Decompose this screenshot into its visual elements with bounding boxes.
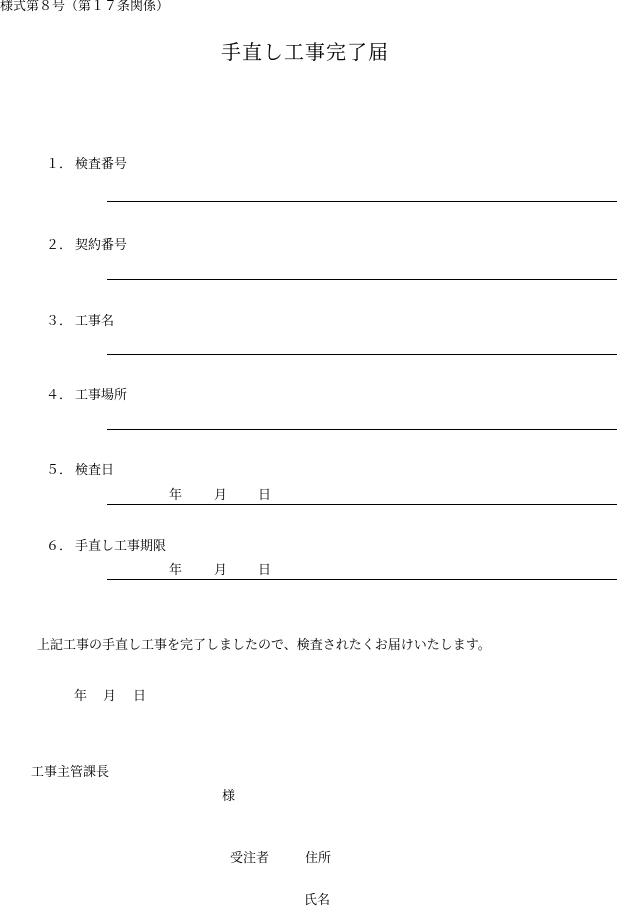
item-label-contract-number: 契約番号 — [75, 238, 128, 253]
repair-deadline-month: 月 — [214, 563, 228, 578]
honorific: 様 — [222, 789, 236, 804]
document-title: 手直し工事完了届 — [221, 40, 389, 64]
contractor-role: 受注者 — [230, 851, 270, 866]
repair-deadline-year: 年 — [169, 563, 183, 578]
submit-date-month: 月 — [103, 689, 117, 704]
work-name-line[interactable] — [107, 354, 617, 355]
repair-deadline-line[interactable] — [107, 579, 617, 580]
item-number-3: ３． — [46, 314, 73, 329]
work-location-line[interactable] — [107, 429, 617, 430]
item-number-1: １． — [46, 157, 73, 172]
submit-date-day: 日 — [133, 689, 147, 704]
name-label: 氏名 — [304, 893, 331, 908]
form-number: 様式第８号（第１７条関係） — [0, 0, 170, 14]
inspection-number-line[interactable] — [107, 201, 617, 202]
submit-date-year: 年 — [74, 689, 88, 704]
item-label-repair-deadline: 手直し工事期限 — [75, 539, 167, 554]
statement-text: 上記工事の手直し工事を完了しましたので、検査されたくお届けいたします。 — [37, 638, 491, 653]
inspection-date-year: 年 — [169, 488, 183, 503]
address-label: 住所 — [305, 851, 332, 866]
inspection-date-day: 日 — [258, 488, 272, 503]
repair-deadline-day: 日 — [258, 563, 272, 578]
item-label-work-name: 工事名 — [75, 314, 115, 329]
item-label-work-location: 工事場所 — [75, 388, 128, 403]
item-label-inspection-number: 検査番号 — [75, 157, 128, 172]
item-number-4: ４． — [46, 388, 73, 403]
item-number-2: ２． — [46, 238, 73, 253]
contract-number-line[interactable] — [107, 279, 617, 280]
addressee: 工事主管課長 — [31, 765, 110, 780]
inspection-date-line[interactable] — [107, 504, 617, 505]
item-number-6: ６． — [46, 539, 73, 554]
inspection-date-month: 月 — [214, 488, 228, 503]
item-label-inspection-date: 検査日 — [75, 463, 115, 478]
item-number-5: ５． — [46, 463, 73, 478]
